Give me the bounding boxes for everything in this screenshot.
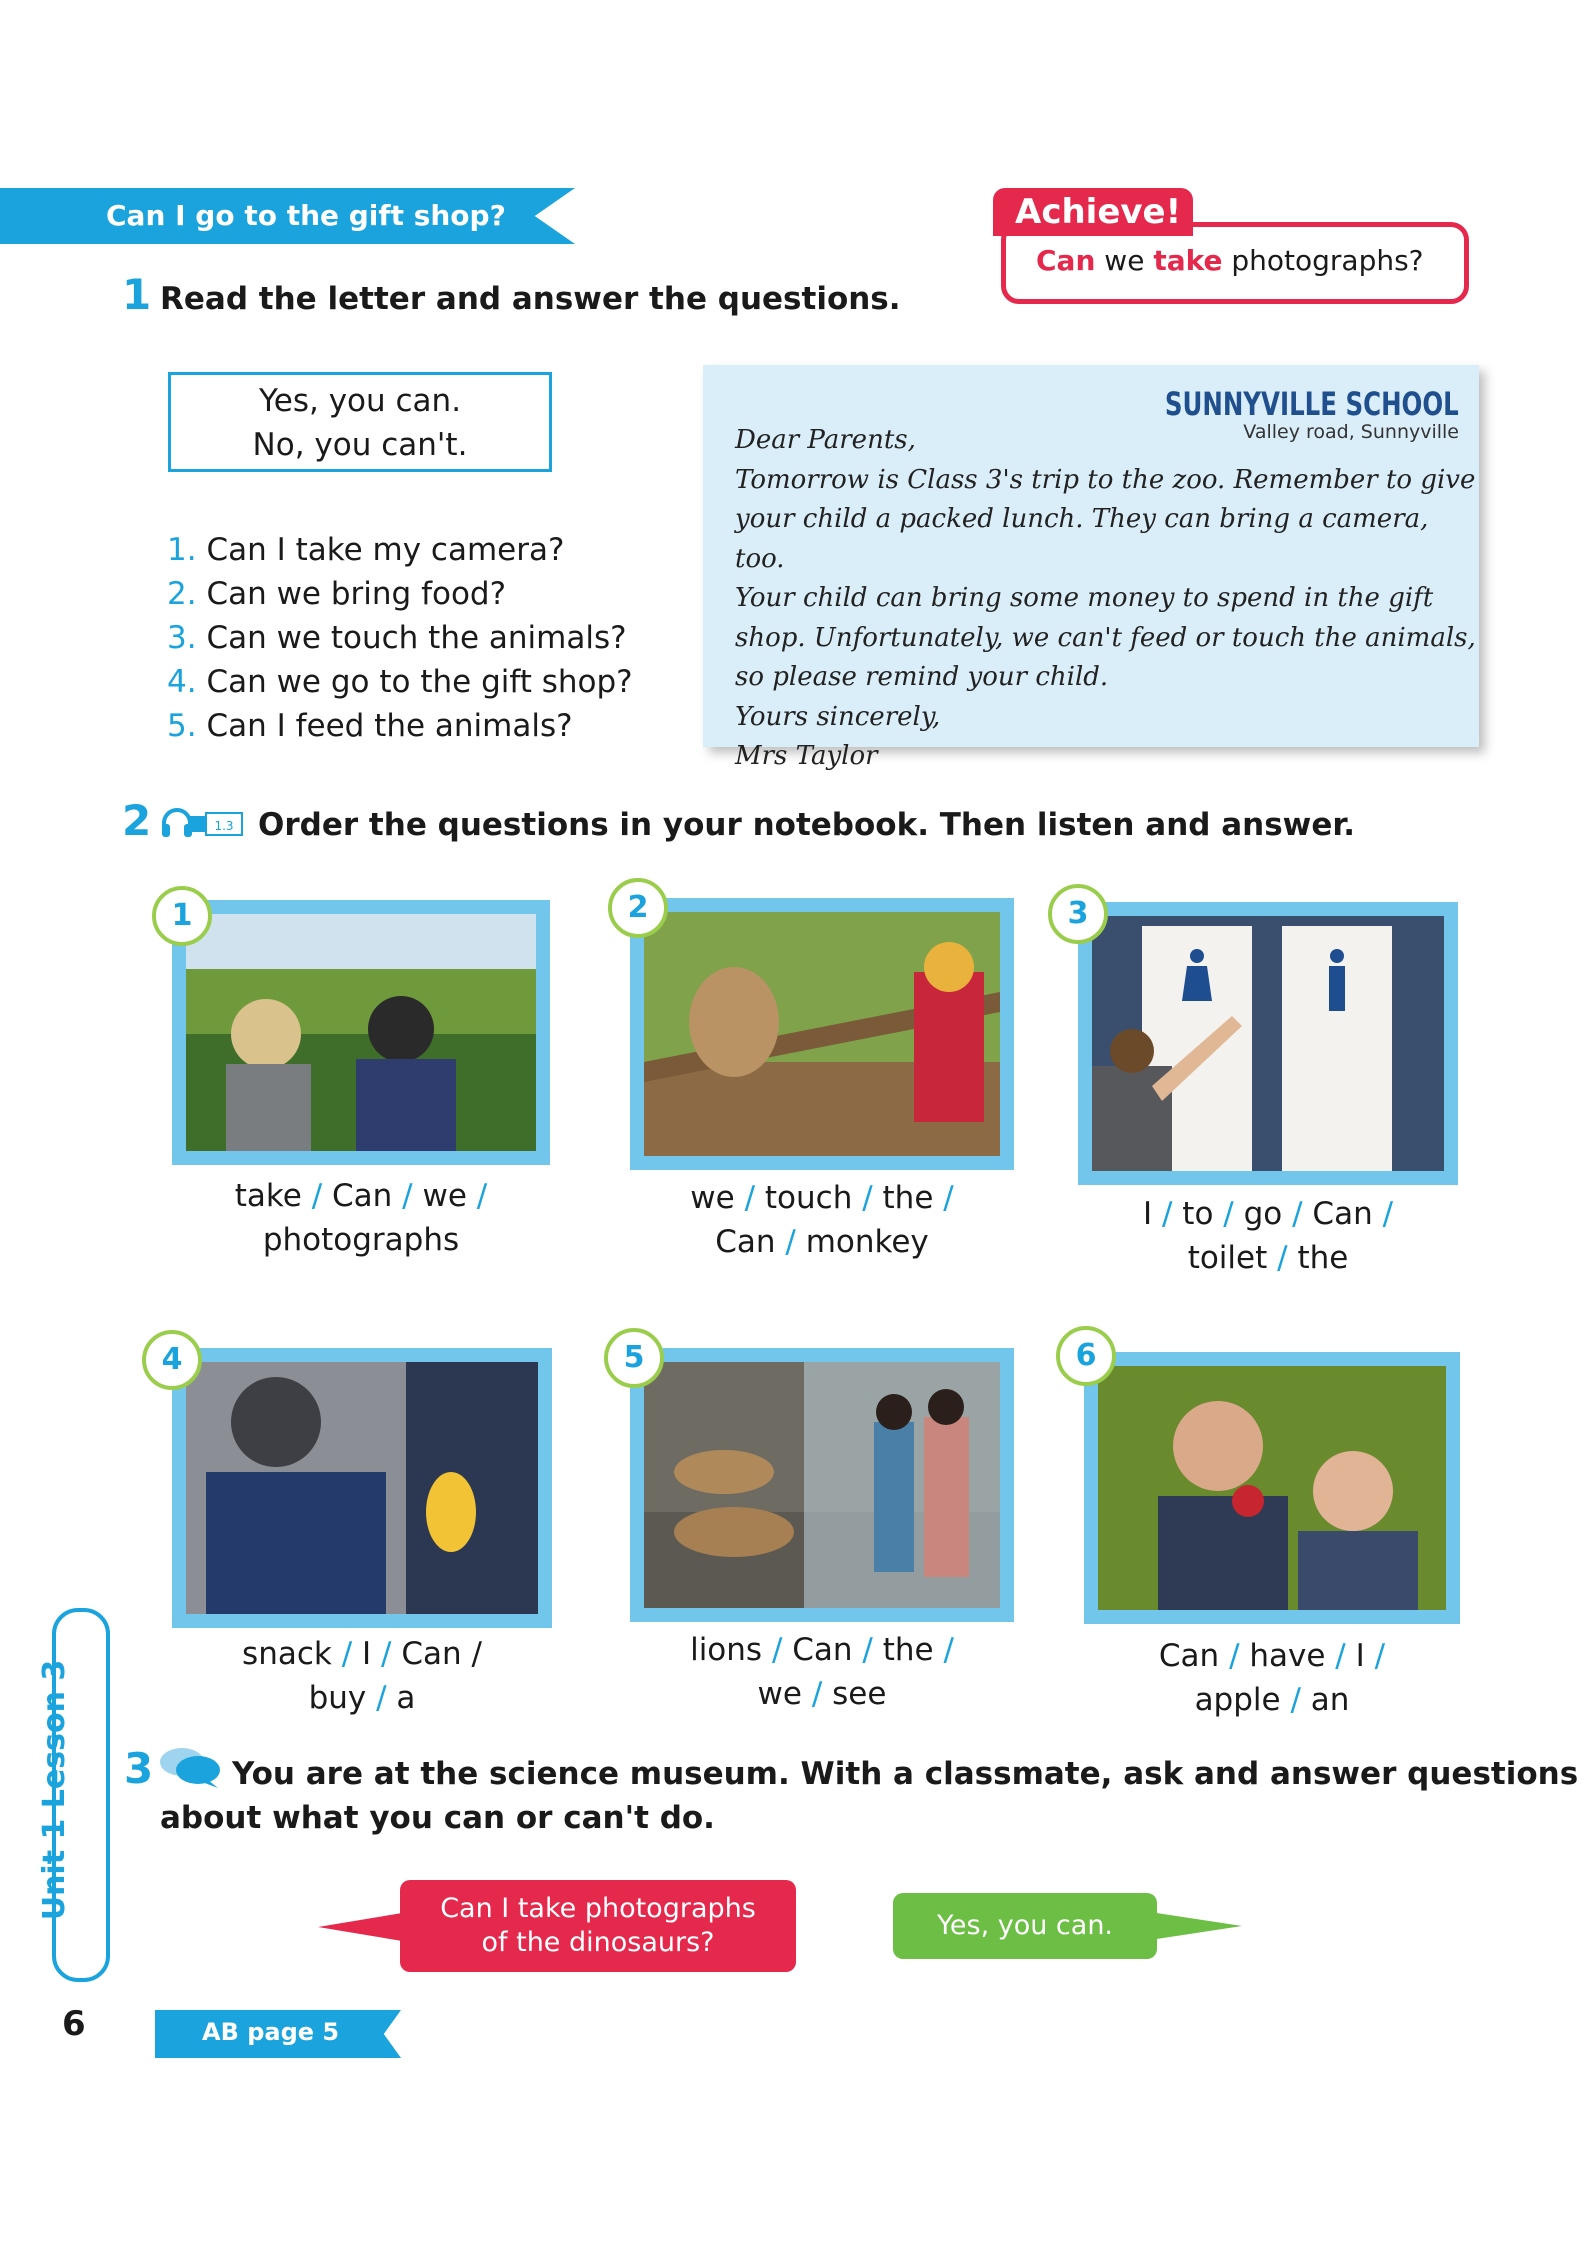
- exercise-2-instruction: Order the questions in your notebook. Then listen and answer.: [258, 807, 1355, 843]
- letter-line: shop. Unfortunately, we can't feed or touch the animals,: [735, 622, 1476, 653]
- exercise-3-instruction-line2: about what you can or can't do.: [160, 1800, 715, 1836]
- unit-lesson-label: Unit 1 Lesson 3: [37, 1659, 72, 1921]
- letter-line: Tomorrow is Class 3's trip to the zoo. Remember to give: [735, 464, 1476, 495]
- picture-card-6: [1084, 1352, 1460, 1624]
- photo-toilet-doors: [1092, 916, 1444, 1171]
- item-number-badge: 6: [1056, 1326, 1116, 1386]
- photo-lions-enclosure: [644, 1362, 1000, 1608]
- list-item: 4. Can we go to the gift shop?: [167, 664, 633, 700]
- achieve-label: Achieve!: [993, 188, 1193, 236]
- picture-card-3: [1078, 902, 1458, 1185]
- audio-track-marker: [190, 816, 206, 832]
- list-item: 2. Can we bring food?: [167, 576, 507, 612]
- scrambled-words-4: snack / I / Can / buy / a: [242, 1636, 482, 1716]
- achieve-q-we: we: [1095, 244, 1154, 277]
- speech-bubble-answer: Yes, you can.: [893, 1893, 1157, 1959]
- letter-closing: Yours sincerely,: [735, 701, 941, 732]
- speech-bubbles-icon: [158, 1746, 222, 1788]
- photo-monkey-child: [644, 912, 1000, 1156]
- scrambled-words-3: I / to / go / Can / toilet / the: [1142, 1196, 1394, 1276]
- list-item: 1. Can I take my camera?: [167, 532, 565, 568]
- picture-card-5: [630, 1348, 1014, 1622]
- picture-card-2: [630, 898, 1014, 1170]
- photo-children-binoculars: [186, 914, 536, 1151]
- letter-line: Your child can bring some money to spend in the gift: [735, 583, 1434, 613]
- exercise-1-instruction: Read the letter and answer the questions.: [160, 281, 901, 317]
- bubble-question-line2: of the dinosaurs?: [481, 1927, 715, 1958]
- achieve-q-photographs: photographs?: [1222, 244, 1424, 277]
- answer-no: No, you can't.: [252, 427, 468, 463]
- item-number-badge: 2: [608, 878, 668, 938]
- headphones-icon[interactable]: [160, 806, 194, 840]
- answer-yes: Yes, you can.: [258, 383, 462, 419]
- bubble-question-line1: Can I take photographs: [440, 1893, 756, 1924]
- speech-bubble-tail: [1150, 1912, 1242, 1940]
- achieve-q-can: Can: [1036, 244, 1096, 277]
- school-address: Valley road, Sunnyville: [1243, 421, 1459, 443]
- item-number-badge: 3: [1048, 884, 1108, 944]
- item-number-badge: 4: [142, 1330, 202, 1390]
- audio-track-number[interactable]: 1.3: [205, 812, 243, 836]
- parent-letter: [703, 365, 1479, 771]
- letter-line: so please remind your child.: [735, 662, 1109, 692]
- exercise-3-number: 3: [124, 1744, 154, 1793]
- item-number-badge: 1: [152, 886, 212, 946]
- school-name: SUNNYVILLE SCHOOL: [1165, 385, 1459, 423]
- speech-bubble-tail: [318, 1912, 408, 1942]
- photo-boys-apple: [1098, 1366, 1446, 1610]
- picture-card-1: [172, 900, 550, 1165]
- scrambled-words-2: we / touch / the / Can / monkey: [690, 1180, 954, 1260]
- lesson-title: Can I go to the gift shop?: [106, 199, 506, 232]
- speech-bubble-question: [400, 1880, 796, 1972]
- achieve-q-take: take: [1153, 244, 1223, 277]
- answer-box: [168, 372, 552, 472]
- exercise-2-number: 2: [122, 796, 152, 845]
- scrambled-words-1: take / Can / we / photographs: [234, 1178, 488, 1258]
- ab-page-link[interactable]: AB page 5: [202, 2018, 340, 2046]
- page-number: 6: [62, 2004, 86, 2044]
- list-item: 5. Can I feed the animals?: [167, 708, 573, 744]
- picture-card-4: [172, 1348, 552, 1628]
- letter-line: your child a packed lunch. They can bring a camera, too.: [735, 504, 1429, 574]
- item-number-badge: 5: [604, 1328, 664, 1388]
- list-item: 3. Can we touch the animals?: [167, 620, 627, 656]
- letter-signature: Mrs Taylor: [735, 741, 878, 771]
- exercise-1-number: 1: [122, 270, 152, 319]
- question-list: [167, 528, 633, 748]
- photo-boy-corn-snack: [186, 1362, 538, 1614]
- exercise-3-instruction-line1: You are at the science museum. With a classmate, ask and answer questions: [232, 1756, 1579, 1792]
- scrambled-words-6: Can / have / I / apple / an: [1158, 1638, 1386, 1718]
- achieve-question: [1036, 244, 1424, 277]
- letter-line: Dear Parents,: [735, 425, 916, 455]
- letter-body: [735, 421, 1479, 777]
- scrambled-words-5: lions / Can / the / we / see: [690, 1632, 954, 1712]
